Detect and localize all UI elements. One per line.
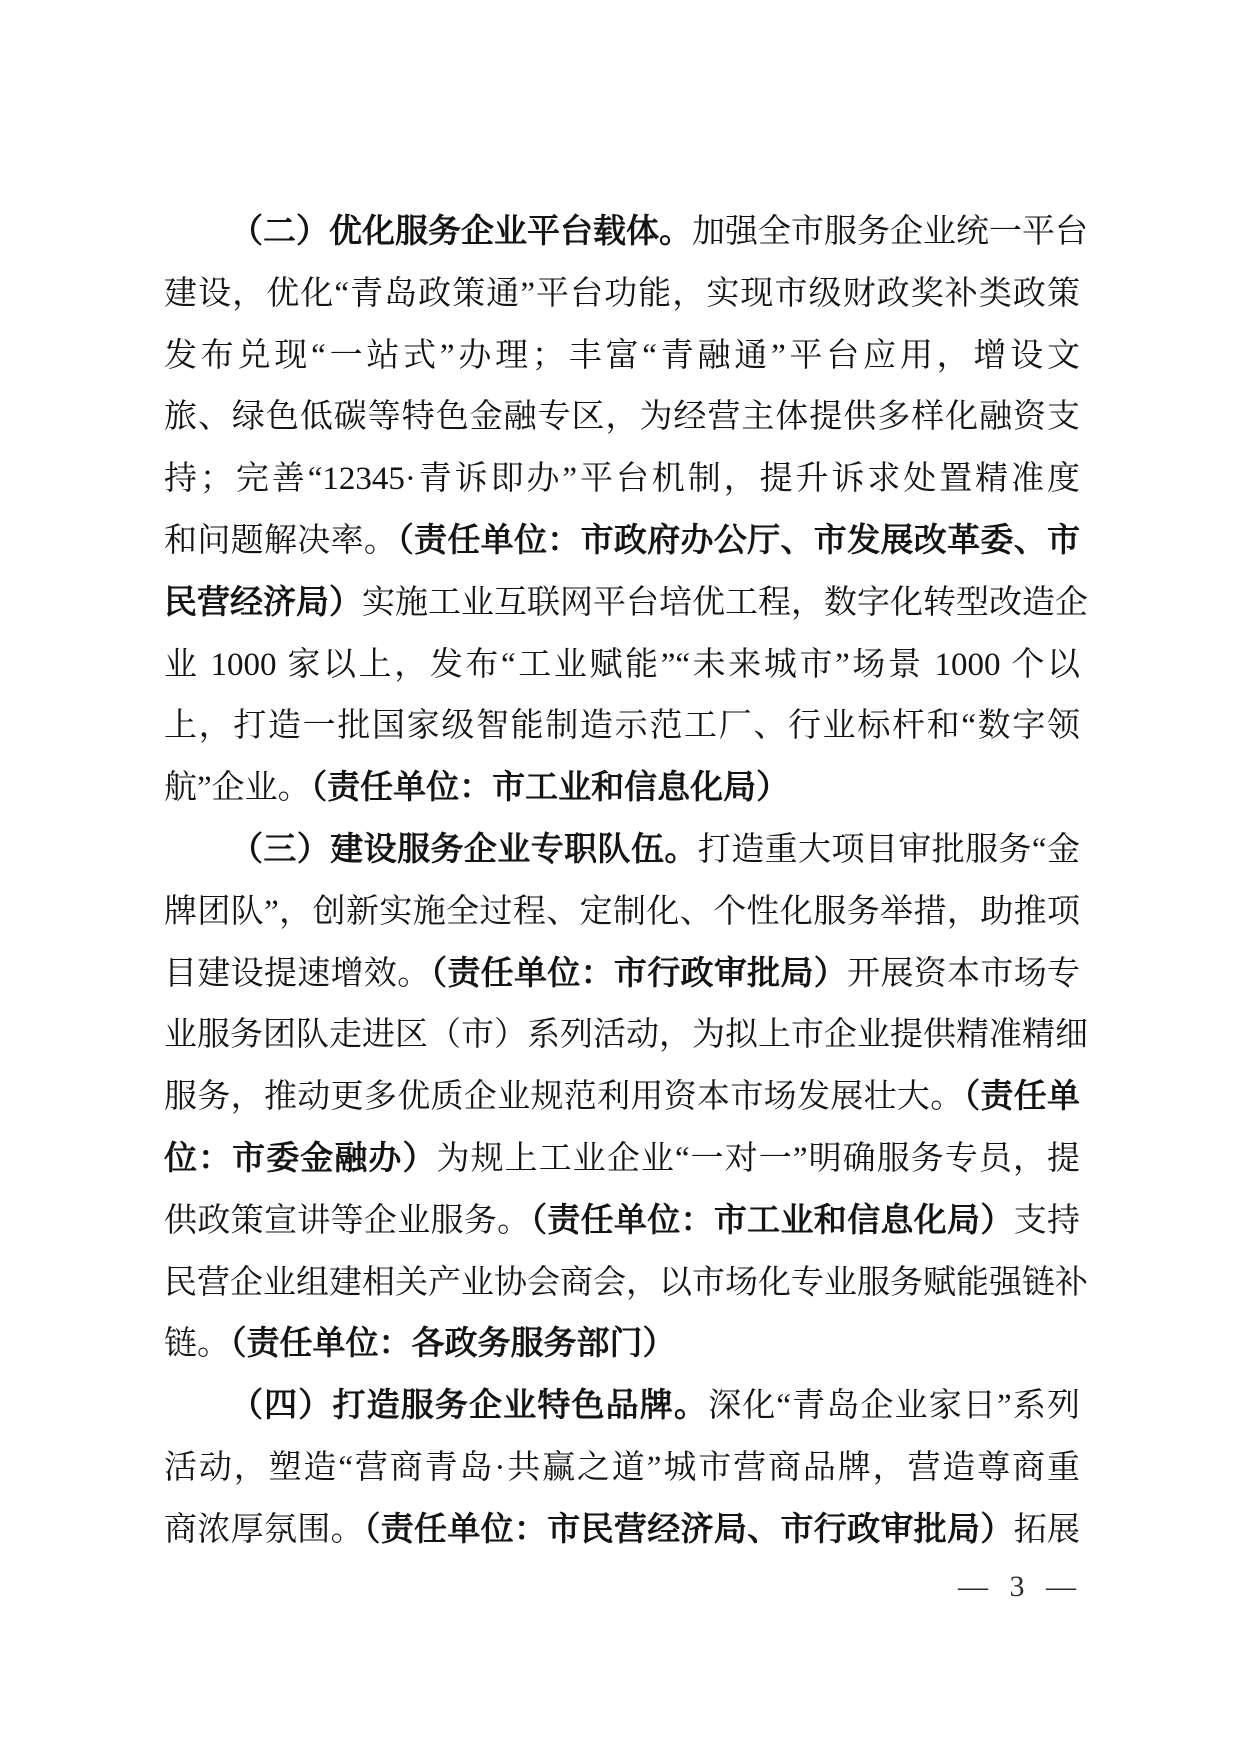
body-text: 链。 xyxy=(164,1326,230,1363)
text-line xyxy=(164,820,1080,882)
body-text: 上，打造一批国家级智能制造示范工厂、行业标杆和“数字领 xyxy=(164,708,1080,745)
text-line xyxy=(164,1376,1080,1438)
text-line xyxy=(164,1191,1080,1253)
emphasis-text: （责任单位：市工业和信息化局） xyxy=(530,1202,1014,1239)
body-text: 打造重大项目审批服务“金 xyxy=(697,831,1080,868)
text-line xyxy=(164,1005,1088,1067)
body-text: 活动，塑造“营商青岛·共赢之道”城市营商品牌，营造尊商重 xyxy=(164,1449,1080,1486)
emphasis-text: （三）建设服务企业专职队伍。 xyxy=(230,831,698,868)
body-text: 商浓厚氛围。 xyxy=(164,1511,364,1548)
body-text: 民营企业组建相关产业协会商会，以市场化专业服务赋能强链补 xyxy=(164,1264,1088,1301)
body-text: 供政策宣讲等企业服务。 xyxy=(164,1202,531,1239)
emphasis-text: 位：市委金融办） xyxy=(164,1140,437,1177)
body-text: 深化“青岛企业家日”系列 xyxy=(708,1388,1081,1425)
body-text: 牌团队”，创新实施全过程、定制化、个性化服务举措，助推项 xyxy=(164,893,1080,930)
body-text: 目建设提速增效。 xyxy=(164,955,431,992)
body-text: 发布兑现“一站式”办理；丰富“青融通”平台应用，增设文 xyxy=(164,337,1080,374)
body-text: 加强全市服务企业统一平台 xyxy=(692,214,1088,250)
text-line xyxy=(164,202,1088,264)
emphasis-text: 民营经济局） xyxy=(164,584,362,621)
body-text: 服务，推动更多优质企业规范利用资本市场发展壮大。 xyxy=(164,1079,964,1116)
emphasis-text: （责任单位：市工业和信息化局） xyxy=(310,770,790,807)
document-body xyxy=(164,202,1088,1562)
text-line xyxy=(164,1129,1080,1191)
body-text: 为规上工业企业“一对一”明确服务专员，提 xyxy=(436,1140,1081,1177)
text-line xyxy=(164,264,1080,326)
body-text: 业服务团队走进区（市）系列活动，为拟上市企业提供精准精细 xyxy=(164,1017,1088,1054)
text-line xyxy=(164,696,1080,758)
page-number: — 3 — xyxy=(958,1570,1076,1603)
emphasis-text: （责任单位：各政务服务部门） xyxy=(230,1326,676,1363)
text-line xyxy=(164,1500,1080,1562)
body-text: 旅、绿色低碳等特色金融专区，为经营主体提供多样化融资支 xyxy=(164,399,1080,436)
emphasis-text: （责任单位：市行政审批局） xyxy=(430,955,848,992)
body-text: 实施工业互联网平台培优工程，数字化转型改造企 xyxy=(362,584,1088,621)
text-line xyxy=(164,449,1080,511)
emphasis-text: （责任单 xyxy=(963,1079,1081,1116)
text-line xyxy=(164,635,1080,697)
body-text: 开展资本市场专 xyxy=(847,955,1081,992)
text-line xyxy=(164,944,1080,1006)
text-line xyxy=(164,1314,1080,1376)
body-text: 建设，优化“青岛政策通”平台功能，实现市级财政奖补类政策 xyxy=(164,275,1080,312)
text-line xyxy=(164,387,1080,449)
text-line xyxy=(164,758,1080,820)
body-text: 支持 xyxy=(1013,1202,1081,1239)
emphasis-text: （二）优化服务企业平台载体。 xyxy=(230,214,692,250)
body-text: 和问题解决率。 xyxy=(164,522,398,559)
text-line xyxy=(164,573,1088,635)
body-text: 航”企业。 xyxy=(164,770,311,807)
body-text: 业 1000 家以上，发布“工业赋能”“未来城市”场景 1000 个以 xyxy=(164,646,1080,683)
text-line xyxy=(164,511,1080,573)
emphasis-text: （责任单位：市政府办公厅、市发展改革委、市 xyxy=(397,522,1081,559)
text-line xyxy=(164,1438,1080,1500)
body-text: 拓展 xyxy=(1013,1511,1081,1548)
emphasis-text: （四）打造服务企业特色品牌。 xyxy=(230,1388,709,1425)
text-line xyxy=(164,882,1080,944)
text-line xyxy=(164,1067,1080,1129)
text-line xyxy=(164,326,1080,388)
text-line xyxy=(164,1253,1088,1315)
emphasis-text: （责任单位：市民营经济局、市行政审批局） xyxy=(363,1511,1014,1548)
body-text: 持；完善“12345·青诉即办”平台机制，提升诉求处置精准度 xyxy=(164,461,1080,498)
